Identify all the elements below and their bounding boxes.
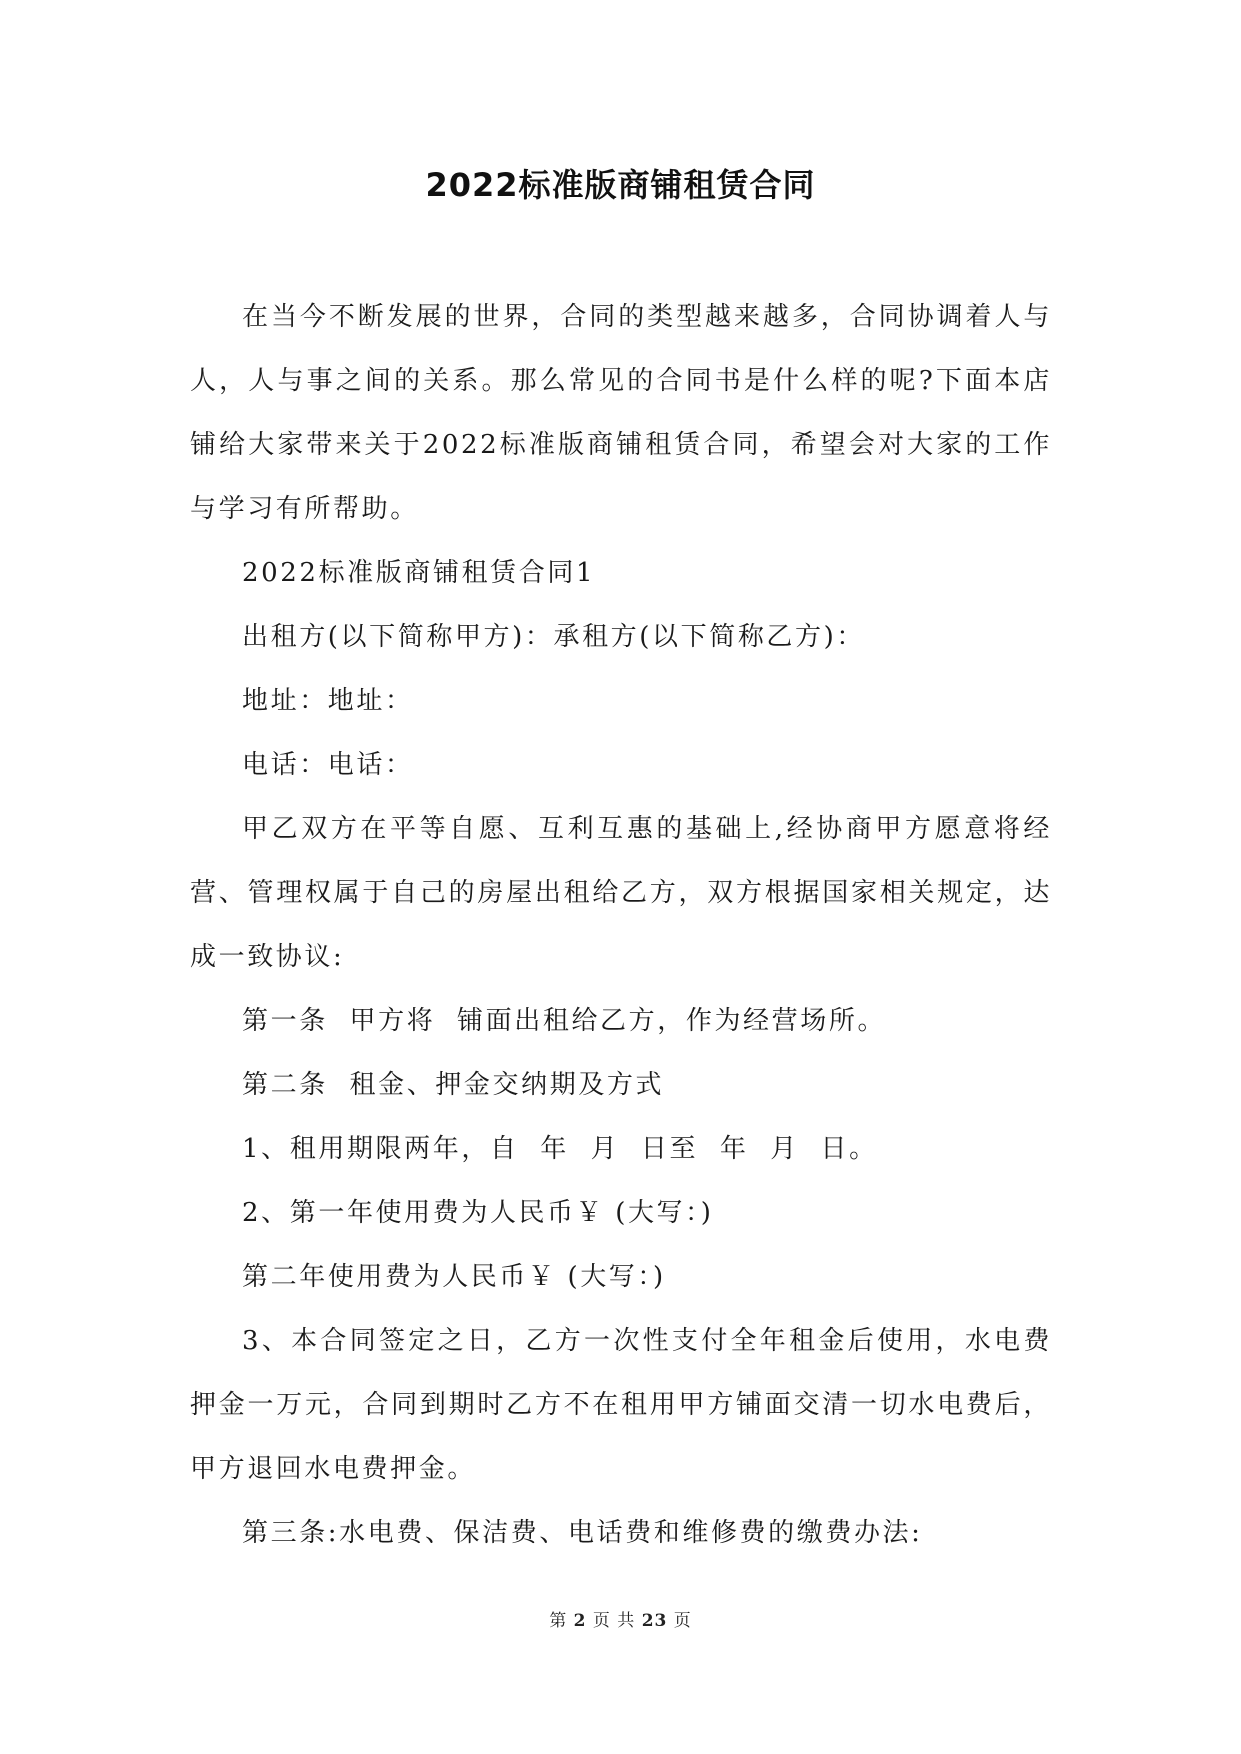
paragraph: 2022标准版商铺租赁合同1 — [242, 558, 596, 588]
paragraph: 地址：地址： — [242, 686, 414, 716]
document-title: 2022标准版商铺租赁合同 — [425, 166, 816, 204]
paragraph: 电话：电话： — [242, 750, 414, 780]
paragraph: 1、租用期限两年，自 年 月 日至 年 月 日。 — [242, 1134, 878, 1164]
total-pages-number: 23 — [641, 1611, 668, 1631]
paragraph: 2、第一年使用费为人民币￥ (大写：) — [242, 1198, 714, 1228]
footer-middle: 页 共 — [592, 1611, 636, 1631]
paragraph: 第一条 甲方将 铺面出租给乙方，作为经营场所。 — [242, 1006, 887, 1036]
page-footer — [0, 1606, 1241, 1631]
paragraph: 第二年使用费为人民币￥ (大写：) — [242, 1262, 666, 1292]
paragraph: 3、本合同签定之日，乙方一次性支付全年租金后使用，水电费押金一万元，合同到期时乙方不在租用甲方铺面交清一切水电费后，甲方退回水电费押金。 — [190, 1326, 1052, 1484]
footer-suffix: 页 — [673, 1611, 692, 1631]
paragraph: 出租方(以下简称甲方)：承租方(以下简称乙方)： — [242, 622, 865, 652]
footer-prefix: 第 — [549, 1611, 568, 1631]
paragraph: 甲乙双方在平等自愿、互利互惠的基础上,经协商甲方愿意将经营、管理权属于自己的房屋出租给乙方，双方根据国家相关规定，达成一致协议: — [190, 814, 1052, 972]
current-page-number: 2 — [573, 1611, 587, 1631]
document-body — [190, 285, 1052, 1565]
paragraph: 第二条 租金、押金交纳期及方式 — [242, 1070, 665, 1100]
paragraph: 在当今不断发展的世界，合同的类型越来越多，合同协调着人与人，人与事之间的关系。那么常见的合同书是什么样的呢?下面本店铺给大家带来关于2022标准版商铺租赁合同，希望会对大家的工作与学习有所帮助。 — [190, 302, 1052, 524]
paragraph: 第三条:水电费、保洁费、电话费和维修费的缴费办法: — [242, 1518, 923, 1548]
